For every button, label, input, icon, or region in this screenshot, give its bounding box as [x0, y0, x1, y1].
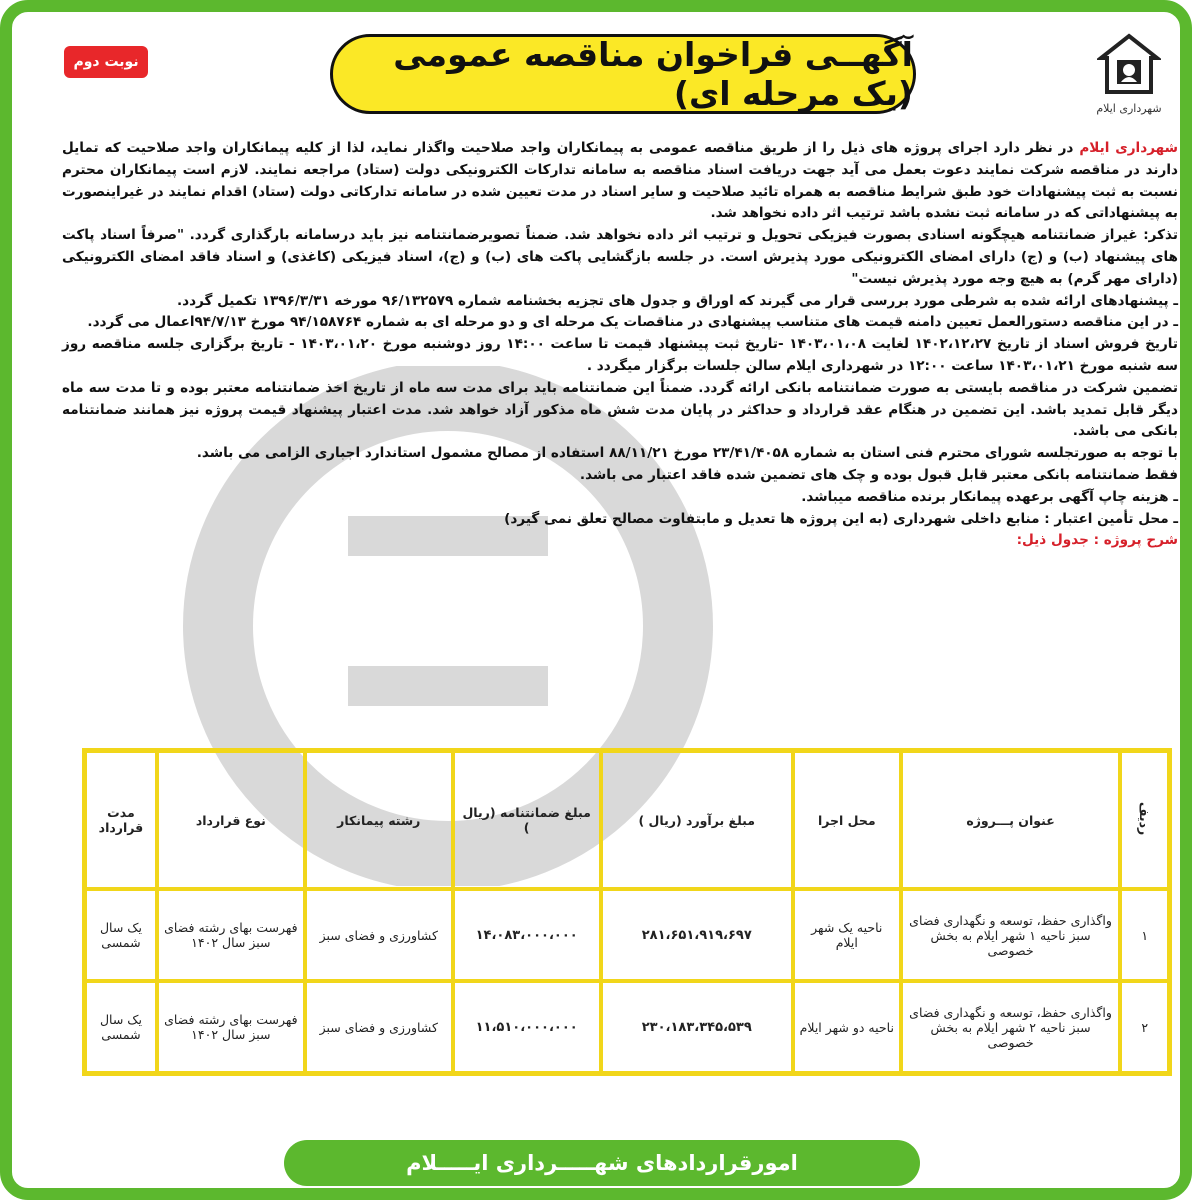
cell-idx: ۲	[1120, 981, 1169, 1073]
cell-location: ناحیه یک شهر ایلام	[793, 889, 901, 981]
header-duration: مدت قرارداد	[85, 751, 157, 889]
paragraph-funding: ـ محل تأمین اعتبار : منابع داخلی شهرداری (به این پروژه ها تعدیل و مابتفاوت مصالح تعلق نمی گیرد)	[504, 510, 1178, 527]
ad-content	[38, 26, 1178, 1198]
cell-location: ناحیه دو شهر ایلام	[793, 981, 901, 1073]
table-row	[85, 889, 1169, 981]
cell-estimate: ۲۸۱،۶۵۱،۹۱۹،۶۹۷	[601, 889, 793, 981]
projects-table	[82, 748, 1172, 1076]
header-location: محل اجرا	[793, 751, 901, 889]
paragraph-project-desc: شرح پروژه : جدول ذیل:	[1016, 532, 1178, 549]
cell-field: کشاورزی و فضای سبز	[305, 981, 453, 1073]
paragraph-standards: با توجه به صورتجلسه شورای محترم فنی استان به شماره ۲۳/۴۱/۴۰۵۸ مورخ ۸۸/۱۱/۲۱ استفاده از مصالح مشمول استاندارد اجباری الزامی می باشد.	[196, 445, 1178, 462]
footer-banner: امورقراردادهای شهـــــرداری ایـــــلام	[284, 1140, 920, 1186]
logo-caption: شهرداری ایلام	[1096, 102, 1162, 115]
cell-contract-type: فهرست بهای رشته فضای سبز سال ۱۴۰۲	[157, 889, 305, 981]
header-title: عنوان پـــروژه	[901, 751, 1121, 889]
header-idx: ردیف	[1120, 751, 1169, 889]
paragraph-proposals: ـ پیشنهادهای ارائه شده به شرطی مورد بررسی قرار می گیرند که اوراق و جدول های تجزیه بخشنامه شماره ۹۶/۱۳۲۵۷۹ مورخه ۱۳۹۶/۳/۳۱ تکمیل گردد.	[176, 292, 1178, 309]
municipality-name: شهرداری ایلام	[1079, 140, 1178, 156]
cell-duration: یک سال شمسی	[85, 981, 157, 1073]
paragraph-note: تذکر: غیراز ضمانتنامه هیچگونه اسنادی بصورت فیزیکی تحویل و ترتیب اثر داده نخواهد شد. ضمناً تصویرضمانتنامه نیز باید درسامانه بارگذاری گردد. "صرفاً اسناد پاکت های پیشنهاد (ب) و (ج) دارای امضای الکترونیکی مورد پذیرش است. در جلسه بازگشایی پاکت های (ب) و (ج)، اسناد فیزیکی (کاغذی) و اسناد فاقد امضای الکترونیکی (دارای مهر گرم) به هیچ وجه مورد پذیرش نیست"	[62, 227, 1178, 287]
header-contract-type: نوع قرارداد	[157, 751, 305, 889]
municipality-logo	[1088, 32, 1170, 132]
table-row	[85, 981, 1169, 1073]
paragraph-price-range: ـ در این مناقصه دستورالعمل تعیین دامنه قیمت های متناسب پیشنهادی در مناقصات یک مرحله ای و دو مرحله ای به شماره ۹۴/۱۵۸۷۶۴ مورخ ۹۴/۷/۱۳اعمال می گردد.	[87, 314, 1178, 331]
ad-title: آگهــی فراخوان مناقصه عمومی (یک مرحله ای)	[330, 34, 916, 114]
cell-title: واگذاری حفظ، توسعه و نگهداری فضای سبز ناحیه ۲ شهر ایلام به بخش خصوصی	[901, 981, 1121, 1073]
cell-guarantee: ۱۴،۰۸۳،۰۰۰،۰۰۰	[453, 889, 601, 981]
cell-contract-type: فهرست بهای رشته فضای سبز سال ۱۴۰۲	[157, 981, 305, 1073]
logo-icon	[1097, 32, 1161, 96]
paragraph-ad-cost: ـ هزینه چاپ آگهی برعهده پیمانکار برنده مناقصه میباشد.	[801, 488, 1178, 505]
paragraph-dates: تاریخ فروش اسناد از تاریخ ۱۴۰۲،۱۲،۲۷ لغایت ۱۴۰۳،۰۱،۰۸ -تاریخ ثبت پیشنهاد قیمت تا ساعت ۱۴:۰۰ روز دوشنبه مورخ ۱۴۰۳،۰۱،۲۰ - تاریخ برگزاری جلسه مناقصه روز سه شنبه مورخ ۱۴۰۳،۰۱،۲۱ ساعت ۱۲:۰۰ در شهرداری ایلام سالن جلسات برگزار میگردد .	[62, 336, 1179, 374]
paragraph-guarantee: تضمین شرکت در مناقصه بایستی به صورت ضمانتنامه بانکی ارائه گردد. ضمناً این ضمانتنامه باید برای مدت سه ماه از تاریخ اخذ ضمانتنامه معتبر بوده و تا مدت سه ماه دیگر قابل تمدید باشد. این تضمین در هنگام عقد قرارداد و حداکثر در پایان مدت شش ماه مذکور آزاد خواهد شد. مدت اعتبار پیشنهاد قیمت پروژه نیز همانند ضمانتنامه بانکی می باشد.	[62, 379, 1178, 440]
cell-duration: یک سال شمسی	[85, 889, 157, 981]
header-field: رشته پیمانکار	[305, 751, 453, 889]
cell-estimate: ۲۳۰،۱۸۳،۳۴۵،۵۳۹	[601, 981, 793, 1073]
cell-title: واگذاری حفظ، توسعه و نگهداری فضای سبز ناحیه ۱ شهر ایلام به بخش خصوصی	[901, 889, 1121, 981]
header-guarantee: مبلغ ضمانتنامه (ریال )	[453, 751, 601, 889]
header-estimate: مبلغ برآورد (ریال )	[601, 751, 793, 889]
cell-guarantee: ۱۱،۵۱۰،۰۰۰،۰۰۰	[453, 981, 601, 1073]
round-badge: نوبت دوم	[64, 46, 148, 78]
paragraph-intro: شهرداری ایلام در نظر دارد اجرای پروژه های ذیل را از طریق مناقصه عمومی به پیمانکاران واجد صلاحیت واگذار نماید، لذا از کلیه پیمانکاران واجد صلاحیت که تمایل دارند در مناقصه شرکت نمایند دعوت بعمل می آید جهت دریافت اسناد مناقصه به سامانه تدارکات الکترونیکی دولت (ستاد) مراجعه نمایند. لازم است پیمانکاران محترم نسبت به ثبت پیشنهادات خود طبق شرایط مناقصه به همراه تائید صلاحیت و سایر اسناد در مدت تعیین شده در سامانه تدارکاتی دولت (ستاد) اقدام نمایند در غیراینصورت به پیشنهاداتی که در سامانه ثبت نشده باشد ترتیب اثر داده نخواهد شد.	[62, 140, 1178, 222]
cell-field: کشاورزی و فضای سبز	[305, 889, 453, 981]
table-header-row	[85, 751, 1169, 889]
ad-body	[62, 138, 1178, 552]
paragraph-bank-guarantee: فقط ضمانتنامه بانکی معتبر قابل قبول بوده و چک های تضمین شده فاقد اعتبار می باشد.	[579, 466, 1178, 483]
cell-idx: ۱	[1120, 889, 1169, 981]
